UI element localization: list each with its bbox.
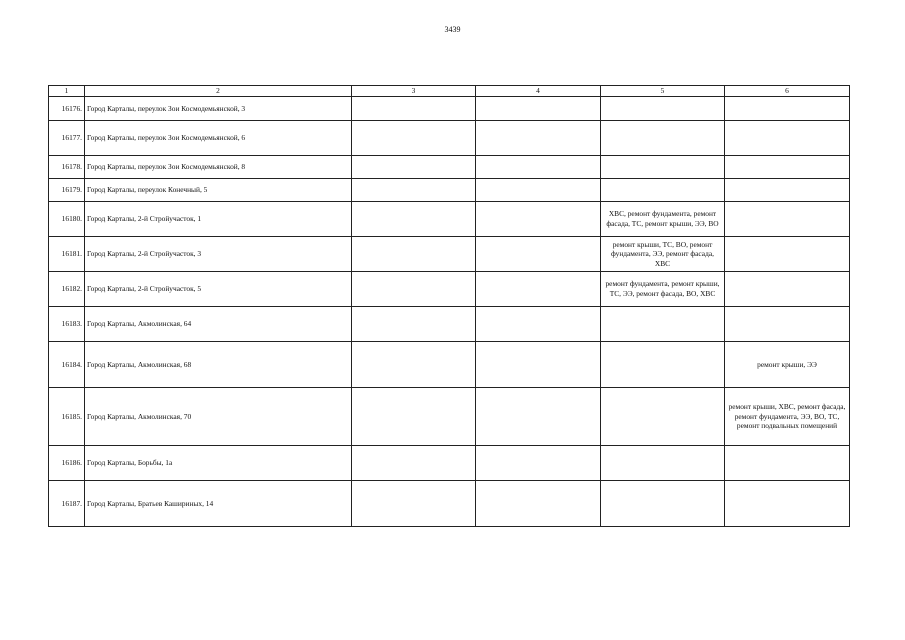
row-number: 16178. bbox=[49, 156, 85, 179]
row-col3 bbox=[352, 388, 476, 446]
row-number: 16181. bbox=[49, 237, 85, 272]
row-col5 bbox=[601, 342, 725, 388]
column-header: 6 bbox=[725, 86, 850, 97]
row-col3 bbox=[352, 272, 476, 307]
table-row bbox=[49, 156, 850, 179]
column-header: 5 bbox=[601, 86, 725, 97]
column-header: 2 bbox=[85, 86, 352, 97]
row-col4 bbox=[476, 481, 601, 527]
row-address: Город Карталы, 2-й Стройучасток, 1 bbox=[85, 202, 352, 237]
page-number: 3439 bbox=[444, 25, 461, 34]
row-col3 bbox=[352, 446, 476, 481]
row-number: 16183. bbox=[49, 307, 85, 342]
row-col6 bbox=[725, 272, 850, 307]
row-address: Город Карталы, Борьбы, 1а bbox=[85, 446, 352, 481]
table-row bbox=[49, 121, 850, 156]
row-address: Город Карталы, переулок Зои Космодемьянской, 8 bbox=[85, 156, 352, 179]
row-col6 bbox=[725, 121, 850, 156]
row-col5 bbox=[601, 121, 725, 156]
row-col6 bbox=[725, 481, 850, 527]
row-col3 bbox=[352, 481, 476, 527]
row-col6 bbox=[725, 237, 850, 272]
row-col5 bbox=[601, 446, 725, 481]
table-row bbox=[49, 446, 850, 481]
table-header-row bbox=[49, 86, 850, 97]
row-address: Город Карталы, 2-й Стройучасток, 5 bbox=[85, 272, 352, 307]
row-number: 16177. bbox=[49, 121, 85, 156]
row-col6 bbox=[725, 202, 850, 237]
row-col3 bbox=[352, 156, 476, 179]
row-col5 bbox=[601, 388, 725, 446]
row-col4 bbox=[476, 388, 601, 446]
row-number: 16182. bbox=[49, 272, 85, 307]
row-number: 16176. bbox=[49, 97, 85, 121]
registry-table bbox=[48, 85, 850, 527]
table-row bbox=[49, 237, 850, 272]
row-col4 bbox=[476, 179, 601, 202]
row-address: Город Карталы, 2-й Стройучасток, 3 bbox=[85, 237, 352, 272]
row-col5 bbox=[601, 179, 725, 202]
row-col5: ремонт крыши, ТС, ВО, ремонт фундамента, ЭЭ, ремонт фасада, ХВС bbox=[601, 237, 725, 272]
column-header: 1 bbox=[49, 86, 85, 97]
row-number: 16180. bbox=[49, 202, 85, 237]
row-col4 bbox=[476, 97, 601, 121]
table-row bbox=[49, 342, 850, 388]
row-address: Город Карталы, переулок Зои Космодемьянской, 6 bbox=[85, 121, 352, 156]
row-col4 bbox=[476, 202, 601, 237]
row-address: Город Карталы, Акмолинская, 64 bbox=[85, 307, 352, 342]
row-col4 bbox=[476, 272, 601, 307]
row-col6 bbox=[725, 97, 850, 121]
row-address: Город Карталы, переулок Зои Космодемьянской, 3 bbox=[85, 97, 352, 121]
row-number: 16184. bbox=[49, 342, 85, 388]
table-row bbox=[49, 307, 850, 342]
row-col4 bbox=[476, 446, 601, 481]
table-row bbox=[49, 481, 850, 527]
row-address: Город Карталы, Акмолинская, 68 bbox=[85, 342, 352, 388]
row-col3 bbox=[352, 307, 476, 342]
row-col5 bbox=[601, 156, 725, 179]
table-row bbox=[49, 388, 850, 446]
row-col4 bbox=[476, 342, 601, 388]
row-col5: ремонт фундамента, ремонт крыши, ТС, ЭЭ, ремонт фасада, ВО, ХВС bbox=[601, 272, 725, 307]
row-col6 bbox=[725, 307, 850, 342]
row-col6 bbox=[725, 179, 850, 202]
row-number: 16179. bbox=[49, 179, 85, 202]
row-number: 16185. bbox=[49, 388, 85, 446]
row-col4 bbox=[476, 307, 601, 342]
row-col3 bbox=[352, 97, 476, 121]
row-address: Город Карталы, Братьев Кашириных, 14 bbox=[85, 481, 352, 527]
row-col3 bbox=[352, 237, 476, 272]
row-address: Город Карталы, Акмолинская, 70 bbox=[85, 388, 352, 446]
table-row bbox=[49, 97, 850, 121]
row-col5 bbox=[601, 307, 725, 342]
row-col3 bbox=[352, 179, 476, 202]
row-col6: ремонт крыши, ЭЭ bbox=[725, 342, 850, 388]
row-col3 bbox=[352, 202, 476, 237]
row-col6: ремонт крыши, ХВС, ремонт фасада, ремонт фундамента, ЭЭ, ВО, ТС, ремонт подвальных помещений bbox=[725, 388, 850, 446]
column-header: 3 bbox=[352, 86, 476, 97]
row-number: 16186. bbox=[49, 446, 85, 481]
table-row bbox=[49, 179, 850, 202]
table-row bbox=[49, 202, 850, 237]
row-col3 bbox=[352, 342, 476, 388]
row-col6 bbox=[725, 156, 850, 179]
row-col4 bbox=[476, 156, 601, 179]
row-col4 bbox=[476, 121, 601, 156]
row-col5 bbox=[601, 97, 725, 121]
row-col5 bbox=[601, 481, 725, 527]
row-number: 16187. bbox=[49, 481, 85, 527]
row-col4 bbox=[476, 237, 601, 272]
row-col3 bbox=[352, 121, 476, 156]
row-col5: ХВС, ремонт фундамента, ремонт фасада, ТС, ремонт крыши, ЭЭ, ВО bbox=[601, 202, 725, 237]
column-header: 4 bbox=[476, 86, 601, 97]
row-address: Город Карталы, переулок Конечный, 5 bbox=[85, 179, 352, 202]
row-col6 bbox=[725, 446, 850, 481]
table-row bbox=[49, 272, 850, 307]
